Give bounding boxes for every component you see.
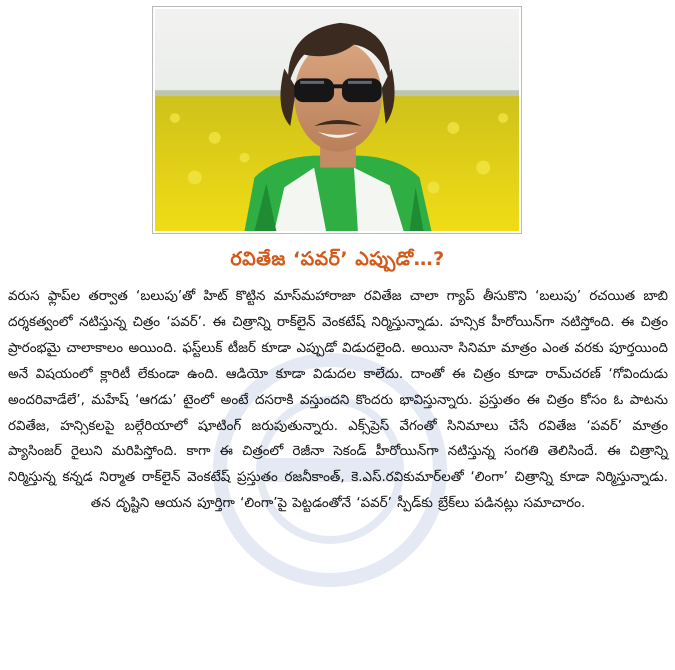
article-photo bbox=[152, 6, 522, 234]
article-body: వరుస ఫ్లాప్‌ల తర్వాత ‘బలుపు’తో హిట్ కొట్టిన మాస్‌మహారాజా రవితేజ చాలా గ్యాప్ తీసుకొని ‘బలుపు’ రచయిత బాబి దర్శకత్వంలో నటిస్తున్న చిత్రం ‘పవర్’. ఈ చిత్రాన్ని రాక్‌లైన్ వెంకటేష్ నిర్మిస్తున్నాడు. హన్సిక హీరోయిన్‌గా నటిస్తోంది. ఈ చిత్రం ప్రారంభమై చాలాకాలం అయింది. ఫస్ట్‌లుక్ టీజర్ కూడా ఎప్పుడో విడుదలైంది. అయినా సినిమా మాత్రం ఎంత వరకు పూర్తయింది అనే విషయంలో క్లారిటీ లేకుండా ఉంది. ఆడియో కూడా విడుదల కాలేదు. దాంతో ఈ చిత్రం కూడా రామ్‌చరణ్ ‘గోవిందుడు అందరివాడేలే’, మహేష్ ‘ఆగడు’ టైంలో అంటే దసరాకి వస్తుందని కొందరు భావిస్తున్నారు. ప్రస్తుతం ఈ చిత్రం కోసం ఓ పాటను రవితేజ, హన్సికలపై బల్గేరియాలో షూటింగ్ జరుపుతున్నారు. ఎక్స్‌ప్రెస్ వేగంతో సినిమాలు చేసే రవితేజ ‘పవర్’ మాత్రం ప్యాసింజర్ రైలుని మరిపిస్తోంది. కాగా ఈ చిత్రంలో రెజీనా సెకండ్ హీరోయిన్‌గా నటిస్తున్న సంగతి తెలిసిందే. ఈ చిత్రాన్ని నిర్మిస్తున్న కన్నడ నిర్మాత రాక్‌లైన్ వెంకటేష్ ప్రస్తుతం రజనీకాంత్, కె.ఎస్.రవికుమార్‌లతో ‘లింగా’ చిత్రాన్ని కూడా నిర్మిస్తున్నాడు. తన దృష్టిని ఆయన పూర్తిగా ‘లింగా’పై పెట్టడంతోనే ‘పవర్’ స్పీడ్‌కు బ్రేక్‌లు పడినట్లు సమాచారం. bbox=[8, 289, 668, 512]
article-headline: రవితేజ ‘పవర్’ ఎప్పుడో…? bbox=[230, 248, 445, 270]
actor-photo-illustration bbox=[155, 9, 519, 231]
